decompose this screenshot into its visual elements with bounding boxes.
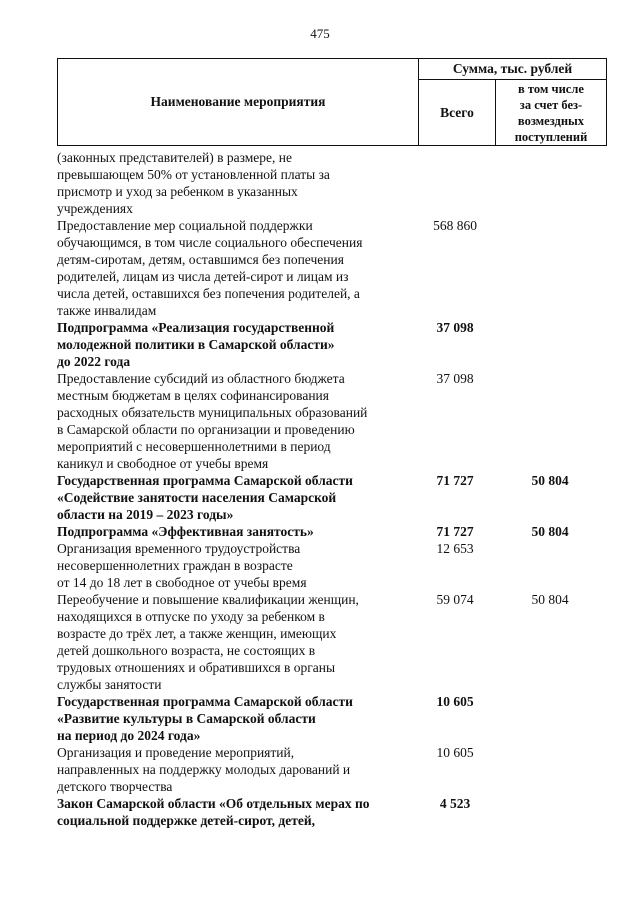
column-header-free-receipts: в том числе за счет без- возмездных поступлений bbox=[514, 81, 588, 144]
table-row bbox=[57, 591, 607, 693]
row-free: 50 804 bbox=[531, 473, 569, 488]
table-row bbox=[57, 370, 607, 472]
table-row bbox=[57, 472, 607, 523]
table-header bbox=[57, 58, 607, 146]
table-row bbox=[57, 693, 607, 744]
row-name: Государственная программа Самарской области «Развитие культуры в Самарской области на период до 2024 года» bbox=[57, 694, 353, 743]
row-name: Переобучение и повышение квалификации женщин, находящихся в отпуске по уходу за ребенком в возрасте до трёх лет, а также женщин, имеющих детей дошкольного возраста, не состоящих в трудовых отношениях и обратившихся в органы службы занятости bbox=[57, 592, 359, 692]
row-name: Организация и проведение мероприятий, направленных на поддержку молодых дарований и детского творчества bbox=[57, 745, 351, 794]
row-total: 59 074 bbox=[436, 592, 474, 607]
table-row bbox=[57, 319, 607, 370]
row-name: Организация временного трудоустройства несовершеннолетних граждан в возрасте от 14 до 18 лет в свободное от учебы время bbox=[57, 541, 307, 590]
row-name: Предоставление мер социальной поддержки обучающимся, в том числе социального обеспечения детям-сиротам, детям, оставшимся без попечения родителей, лицам из числа детей-сирот и лицам из числа детей, оставшихся без попечения родителей, а также инвалидам bbox=[57, 218, 363, 318]
row-total: 10 605 bbox=[436, 694, 474, 709]
column-header-total: Всего bbox=[419, 80, 496, 145]
column-header-name: Наименование мероприятия bbox=[58, 59, 419, 145]
row-total: 12 653 bbox=[436, 541, 474, 556]
row-total: 4 523 bbox=[439, 796, 471, 811]
row-name: Государственная программа Самарской области «Содействие занятости населения Самарской области на 2019 – 2023 годы» bbox=[57, 473, 353, 522]
row-name: Подпрограмма «Эффективная занятость» bbox=[57, 524, 314, 539]
row-name: Подпрограмма «Реализация государственной молодежной политики в Самарской области» до 2022 года bbox=[57, 320, 335, 369]
row-free: 50 804 bbox=[531, 524, 569, 539]
column-header-sum: Сумма, тыс. рублей bbox=[419, 59, 606, 80]
table-row bbox=[57, 217, 607, 319]
table-row bbox=[57, 744, 607, 795]
table-body bbox=[57, 149, 607, 829]
table-row bbox=[57, 795, 607, 829]
row-total: 37 098 bbox=[436, 320, 474, 335]
page-number: 475 bbox=[310, 26, 330, 41]
row-name: (законных представителей) в размере, не превышающем 50% от установленной платы за присмотр и уход за ребенком в указанных учреждениях bbox=[57, 150, 330, 216]
row-name: Предоставление субсидий из областного бюджета местным бюджетам в целях софинансирования расходных обязательств муниципальных образований в Самарской области по организации и проведению мероприятий с несовершеннолетними в период каникул и свободное от учебы время bbox=[57, 371, 368, 471]
row-total: 568 860 bbox=[433, 218, 477, 233]
row-total: 71 727 bbox=[436, 473, 474, 488]
row-total: 10 605 bbox=[436, 745, 474, 760]
table-row bbox=[57, 523, 607, 540]
table-row bbox=[57, 540, 607, 591]
table-row bbox=[57, 149, 607, 217]
row-name: Закон Самарской области «Об отдельных мерах по социальной поддержке детей-сирот, детей, bbox=[57, 796, 370, 828]
row-total: 71 727 bbox=[436, 524, 474, 539]
row-total: 37 098 bbox=[436, 371, 474, 386]
row-free: 50 804 bbox=[531, 592, 569, 607]
